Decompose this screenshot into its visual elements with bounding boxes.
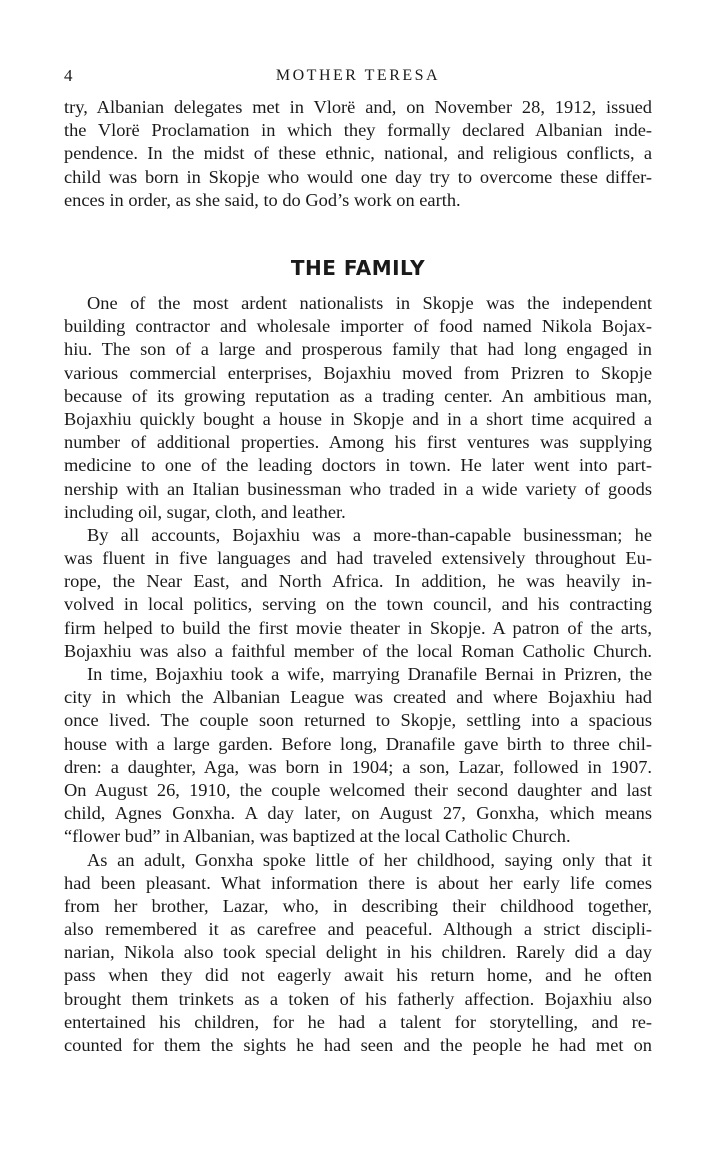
text-line: In time, Bojaxhiu took a wife, marrying Dranafile Bernai in Prizren, the bbox=[87, 664, 652, 684]
running-head: MOTHER TERESA bbox=[275, 67, 441, 84]
text-line: also remembered it as carefree and peaceful. Although a strict discipli- bbox=[64, 919, 652, 940]
text-line: narian, Nikola also took special delight in his children. Rarely did a day bbox=[64, 942, 652, 963]
text-line: house with a large garden. Before long, Dranafile gave birth to three chil- bbox=[64, 733, 652, 754]
text-line: On August 26, 1910, the couple welcomed their second daughter and last bbox=[64, 779, 652, 800]
page-header bbox=[64, 64, 652, 88]
text-line: firm helped to build the first movie theater in Skopje. A patron of the arts, bbox=[64, 617, 652, 638]
text-line: Bojaxhiu quickly bought a house in Skopje and in a short time acquired a bbox=[64, 408, 652, 429]
text-line: volved in local politics, serving on the town council, and his contracting bbox=[64, 594, 652, 615]
text-line: rope, the Near East, and North Africa. In addition, he was heavily in- bbox=[64, 571, 652, 592]
text-line: child, Agnes Gonxha. A day later, on August 27, Gonxha, which means bbox=[64, 803, 652, 824]
text-line: pass when they did not eagerly await his return home, and he often bbox=[64, 965, 652, 986]
text-line: from her brother, Lazar, who, in describing their childhood together, bbox=[64, 895, 652, 916]
section-heading: THE FAMILY bbox=[290, 256, 426, 280]
text-line: the Vlorë Proclamation in which they formally declared Albanian inde- bbox=[64, 120, 652, 141]
text-line: dren: a daughter, Aga, was born in 1904; a son, Lazar, followed in 1907. bbox=[64, 756, 652, 777]
text-line: As an adult, Gonxha spoke little of her childhood, saying only that it bbox=[87, 849, 652, 870]
text-line: nership with an Italian businessman who traded in a wide variety of goods bbox=[64, 478, 652, 499]
text-line: had been pleasant. What information there is about her early life comes bbox=[64, 872, 652, 893]
page-number: 4 bbox=[64, 66, 73, 85]
text-line: building contractor and wholesale importer of food named Nikola Bojax- bbox=[64, 316, 652, 337]
text-line: counted for them the sights he had seen and the people he had met on bbox=[64, 1035, 652, 1055]
text-line: city in which the Albanian League was created and where Bojaxhiu had bbox=[64, 687, 652, 708]
text-line: including oil, sugar, cloth, and leather. bbox=[64, 501, 346, 522]
text-line: child was born in Skopje who would one day try to overcome these differ- bbox=[64, 166, 652, 187]
text-line: number of additional properties. Among his first ventures was supplying bbox=[64, 432, 652, 453]
text-line: once lived. The couple soon returned to Skopje, settling into a spacious bbox=[64, 710, 652, 731]
text-line: One of the most ardent nationalists in Skopje was the independent bbox=[87, 293, 652, 313]
text-line: various commercial enterprises, Bojaxhiu moved from Prizren to Skopje bbox=[64, 362, 652, 383]
intro-paragraph bbox=[64, 96, 652, 212]
text-line: pendence. In the midst of these ethnic, national, and religious conflicts, a bbox=[64, 143, 652, 164]
text-line: brought them trinkets as a token of his fatherly affection. Bojaxhiu also bbox=[64, 988, 652, 1009]
text-line: entertained his children, for he had a talent for storytelling, and re- bbox=[64, 1011, 652, 1032]
text-line: hiu. The son of a large and prosperous family that had long engaged in bbox=[64, 339, 652, 360]
text-line: By all accounts, Bojaxhiu was a more-than-capable businessman; he bbox=[87, 524, 652, 545]
body-text bbox=[64, 292, 652, 1057]
text-line: Bojaxhiu was also a faithful member of the local Roman Catholic Church. bbox=[64, 640, 652, 661]
text-line: try, Albanian delegates met in Vlorë and, on November 28, 1912, issued bbox=[64, 97, 652, 117]
text-line: because of its growing reputation as a trading center. An ambitious man, bbox=[64, 385, 652, 406]
text-line: “flower bud” in Albanian, was baptized at the local Catholic Church. bbox=[64, 826, 571, 847]
text-line: medicine to one of the leading doctors in town. He later went into part- bbox=[64, 455, 652, 476]
text-line: was fluent in five languages and had traveled extensively throughout Eu- bbox=[64, 548, 652, 569]
text-line: ences in order, as she said, to do God’s work on earth. bbox=[64, 189, 461, 210]
